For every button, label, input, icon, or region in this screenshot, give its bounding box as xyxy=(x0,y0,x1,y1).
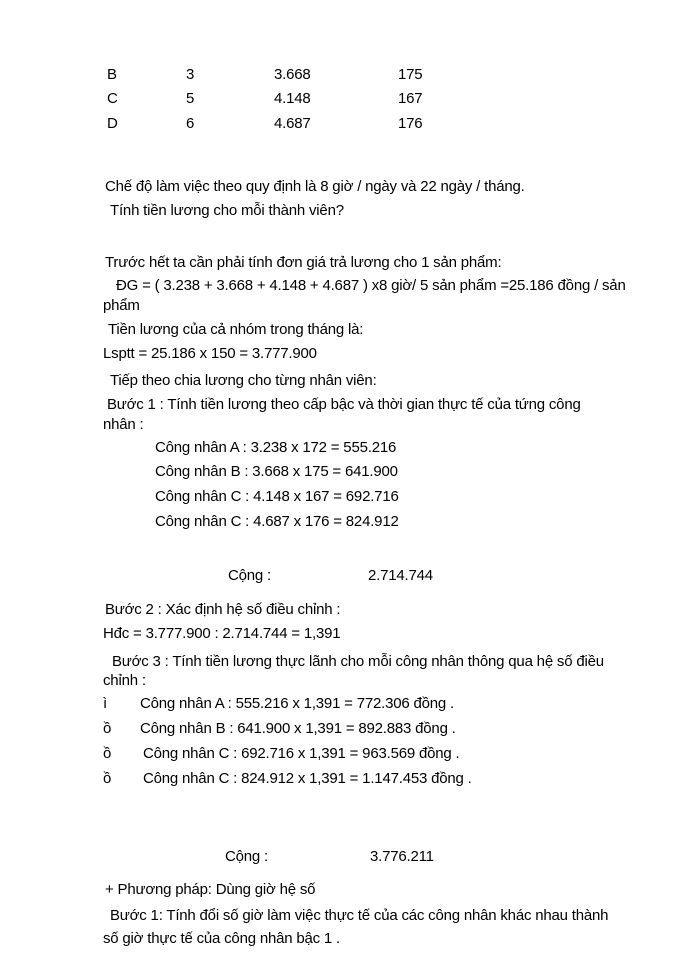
list-item: Công nhân B : 3.668 x 175 = 641.900 xyxy=(155,463,398,480)
table-cell: 5 xyxy=(186,90,195,107)
step3-heading-cont: chỉnh : xyxy=(103,672,146,689)
total-label: Cộng : xyxy=(228,567,271,584)
formula-hdc: Hđc = 3.777.900 : 2.714.744 = 1,391 xyxy=(103,625,341,642)
total-value: 2.714.744 xyxy=(368,567,433,584)
method-heading: + Phương pháp: Dùng giờ hệ số xyxy=(105,881,316,898)
table-cell: D xyxy=(107,115,118,132)
step1-heading-cont: nhân : xyxy=(103,416,144,433)
method-step1-cont: số giờ thực tế của công nhân bậc 1 . xyxy=(103,930,340,947)
table-cell: 176 xyxy=(398,115,423,132)
total-label: Cộng : xyxy=(225,848,268,865)
table-cell: 6 xyxy=(186,115,195,132)
regime-text: Chế độ làm việc theo quy định là 8 giờ / ngày và 22 ngày / tháng. xyxy=(105,178,525,195)
total-value: 3.776.211 xyxy=(370,848,434,865)
step3-heading: Bước 3 : Tính tiền lương thực lãnh cho mỗi công nhân thông qua hệ số điều xyxy=(112,653,604,670)
bullet-icon: ồ xyxy=(103,770,112,787)
formula-dg: ĐG = ( 3.238 + 3.668 + 4.148 + 4.687 ) x8 giờ/ 5 sản phẩm =25.186 đồng / sản xyxy=(116,277,626,294)
table-cell: C xyxy=(107,90,118,107)
list-item: Công nhân C : 4.687 x 176 = 824.912 xyxy=(155,513,399,530)
table-cell: B xyxy=(107,66,117,83)
formula-dg-cont: phẩm xyxy=(103,297,140,314)
paragraph: Tiếp theo chia lương cho từng nhân viên: xyxy=(110,372,377,389)
list-item-text: Công nhân C : 692.716 x 1,391 = 963.569 đồng . xyxy=(143,745,460,762)
paragraph: Tiền lương của cả nhóm trong tháng là: xyxy=(108,321,364,338)
question-text: Tính tiền lương cho mỗi thành viên? xyxy=(110,202,344,219)
bullet-icon: ồ xyxy=(103,720,112,737)
table-cell: 167 xyxy=(398,90,423,107)
bullet-icon: ồ xyxy=(103,745,112,762)
table-cell: 4.687 xyxy=(274,115,311,132)
table-cell: 4.148 xyxy=(274,90,311,107)
table-cell: 3.668 xyxy=(274,66,311,83)
list-item-text: Công nhân A : 555.216 x 1,391 = 772.306 đồng . xyxy=(140,695,454,712)
formula-lsptt: Lsptt = 25.186 x 150 = 3.777.900 xyxy=(103,345,317,362)
method-step1: Bước 1: Tính đổi số giờ làm việc thực tế của các công nhân khác nhau thành xyxy=(110,907,609,924)
list-item: Công nhân C : 4.148 x 167 = 692.716 xyxy=(155,488,399,505)
list-item: Công nhân A : 3.238 x 172 = 555.216 xyxy=(155,439,397,456)
step1-heading: Bước 1 : Tính tiền lương theo cấp bậc và thời gian thực tế của tứng công xyxy=(107,396,581,413)
bullet-icon: ì xyxy=(103,695,107,712)
list-item-text: Công nhân C : 824.912 x 1,391 = 1.147.453 đồng . xyxy=(143,770,472,787)
table-cell: 175 xyxy=(398,66,423,83)
paragraph: Trước hết ta cần phải tính đơn giá trả lương cho 1 sản phẩm: xyxy=(105,254,502,271)
table-cell: 3 xyxy=(186,66,195,83)
list-item-text: Công nhân B : 641.900 x 1,391 = 892.883 đồng . xyxy=(140,720,456,737)
step2-heading: Bước 2 : Xác định hệ số điều chỉnh : xyxy=(105,601,341,618)
